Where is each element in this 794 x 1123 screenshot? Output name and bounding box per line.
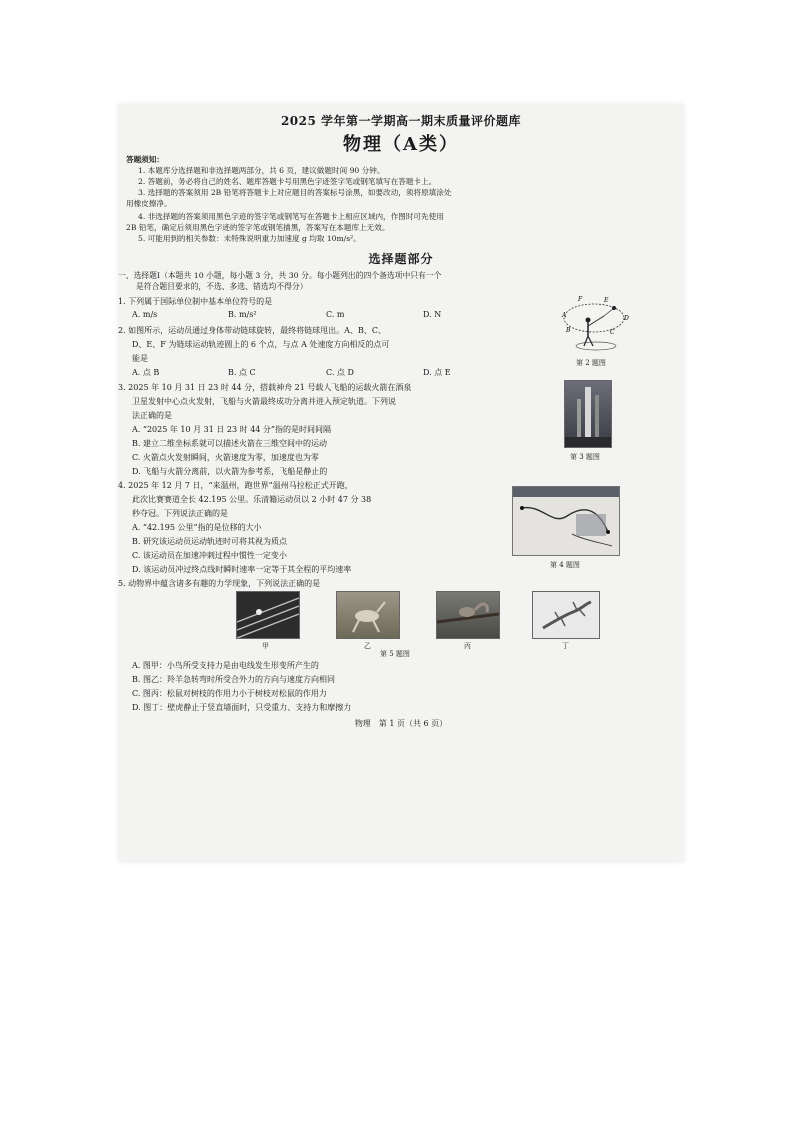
question-4-line: 4. 2025 年 12 月 7 日，“来温州，跑世界”温州马拉松正式开跑，: [118, 481, 353, 490]
section-title: 选择题部分: [368, 252, 434, 266]
figure-label-a: A: [562, 312, 567, 319]
part1-instruction: 一、选择题Ⅰ（本题共 10 小题，每小题 3 分，共 30 分。每小题列出的四个备选项中只有一个: [118, 271, 442, 280]
question-5-stem: 5. 动物界中蕴含诸多有趣的力学现象，下列说法正确的是: [118, 579, 321, 588]
q4-option-a: A. “42.195 公里”指的是位移的大小: [132, 523, 262, 532]
q4-option-b: B. 研究该运动员运动轨迹时可将其视为质点: [132, 537, 287, 546]
q5-option-a: A. 图甲：小鸟所受支持力是由电线发生形变所产生的: [132, 661, 319, 670]
q1-option-d: D. N: [423, 310, 442, 319]
q5-option-c: C. 图丙：松鼠对树枝的作用力小于树枝对松鼠的作用力: [132, 689, 327, 698]
figure-label-f: F: [578, 296, 583, 303]
notice-line: 5. 可能用到的相关参数：未特殊说明重力加速度 g 均取 10m/s²。: [138, 234, 361, 243]
notice-line: 4. 非选择题的答案须用黑色字迹的签字笔或钢笔写在答题卡上相应区域内，作图时可先使用: [138, 212, 444, 221]
q5-label-b: 乙: [364, 642, 371, 650]
q3-option-d: D. 飞船与火箭分离前，以火箭为参考系，飞船是静止的: [132, 467, 328, 476]
q5-figure-caption: 第 5 题图: [380, 650, 410, 658]
notice-line: 3. 选择题的答案须用 2B 铅笔将答题卡上对应题目的答案标号涂黑，如要改动，须将原填涂处: [138, 188, 452, 197]
question-2-line: 能是: [132, 354, 148, 363]
q5-image-bird: [236, 591, 300, 639]
q1-option-c: C. m: [326, 310, 345, 319]
q5-option-d: D. 图丁：壁虎静止于竖直墙面时，只受重力、支持力和摩擦力: [132, 703, 352, 712]
q5-label-d: 丁: [562, 642, 569, 650]
part1-instruction: 是符合题目要求的，不选、多选、错选均不得分）: [136, 282, 308, 291]
question-2-line: D、E、F 为链球运动轨迹圆上的 6 个点，与点 A 处速度方向相反的点可: [132, 340, 390, 349]
figure-label-b: B: [566, 327, 571, 334]
q3-option-a: A. “2025 年 10 月 31 日 23 时 44 分”指的是时间间隔: [132, 425, 332, 434]
q3-figure-caption: 第 3 题图: [570, 453, 600, 461]
question-3-line: 3. 2025 年 10 月 31 日 23 时 44 分，搭载神舟 21 号载人飞船的运载火箭在酒泉: [118, 383, 412, 392]
exam-title: 2025 学年第一学期高一期末质量评价题库: [280, 114, 522, 128]
q3-option-b: B. 建立二维坐标系就可以描述火箭在三维空间中的运动: [132, 439, 327, 448]
q5-image-gecko: [532, 591, 600, 639]
q1-option-b: B. m/s²: [228, 310, 257, 319]
q2-figure-caption: 第 2 题图: [576, 359, 606, 367]
notice-line: 2B 铅笔，确定后须用黑色字迹的签字笔或钢笔描黑，答案写在本题库上无效。: [126, 223, 390, 232]
exam-subject: 物理（A类）: [343, 134, 459, 155]
notice-line: 2. 答题前，务必将自己的姓名、题库答题卡号用黑色字迹签字笔或钢笔填写在答题卡上。: [138, 177, 437, 186]
question-3-line: 法正确的是: [132, 411, 172, 420]
question-4-line: 秒夺冠。下列说法正确的是: [132, 509, 228, 518]
q2-option-a: A. 点 B: [132, 368, 160, 377]
q4-marathon-map: [512, 486, 620, 556]
q2-hammer-throw-figure: [558, 290, 630, 354]
question-1-stem: 1. 下列属于国际单位制中基本单位符号的是: [118, 297, 273, 306]
q2-option-b: B. 点 C: [228, 368, 256, 377]
question-3-line: 卫星发射中心点火发射，飞船与火箭最终成功分离并进入预定轨道。下列说: [132, 397, 396, 406]
page-footer: 物理 第 1 页（共 6 页）: [354, 719, 448, 728]
q5-label-a: 甲: [262, 642, 269, 650]
question-4-line: 此次比赛赛道全长 42.195 公里。乐清籍运动员以 2 小时 47 分 38: [132, 495, 372, 504]
q1-option-a: A. m/s: [132, 310, 158, 319]
q3-option-c: C. 火箭点火发射瞬间，火箭速度为零，加速度也为零: [132, 453, 319, 462]
notice-line: 1. 本题库分选择题和非选择题两部分，共 6 页，建议做题时间 90 分钟。: [138, 166, 385, 175]
figure-label-e: E: [604, 297, 609, 304]
notice-line: 用橡皮擦净。: [126, 199, 172, 208]
figure-label-d: D: [624, 315, 629, 322]
q3-rocket-photo: [564, 380, 612, 448]
q5-option-b: B. 图乙：羚羊急转弯时所受合外力的方向与速度方向相同: [132, 675, 335, 684]
question-2-line: 2. 如图所示，运动员通过身体带动链球旋转，最终将链球甩出。A、B、C、: [118, 326, 386, 335]
q5-image-antelope: [336, 591, 400, 639]
q4-option-d: D. 该运动员冲过终点线时瞬时速率一定等于其全程的平均速率: [132, 565, 352, 574]
exam-page: [118, 104, 684, 862]
q5-image-squirrel: [436, 591, 500, 639]
notice-heading: 答题须知：: [126, 155, 164, 164]
figure-label-c: C: [610, 329, 615, 336]
q5-label-c: 丙: [464, 642, 471, 650]
q4-figure-caption: 第 4 题图: [550, 561, 580, 569]
q2-option-d: D. 点 E: [423, 368, 451, 377]
q2-option-c: C. 点 D: [326, 368, 354, 377]
q4-option-c: C. 该运动员在加速冲刺过程中惯性一定变小: [132, 551, 287, 560]
